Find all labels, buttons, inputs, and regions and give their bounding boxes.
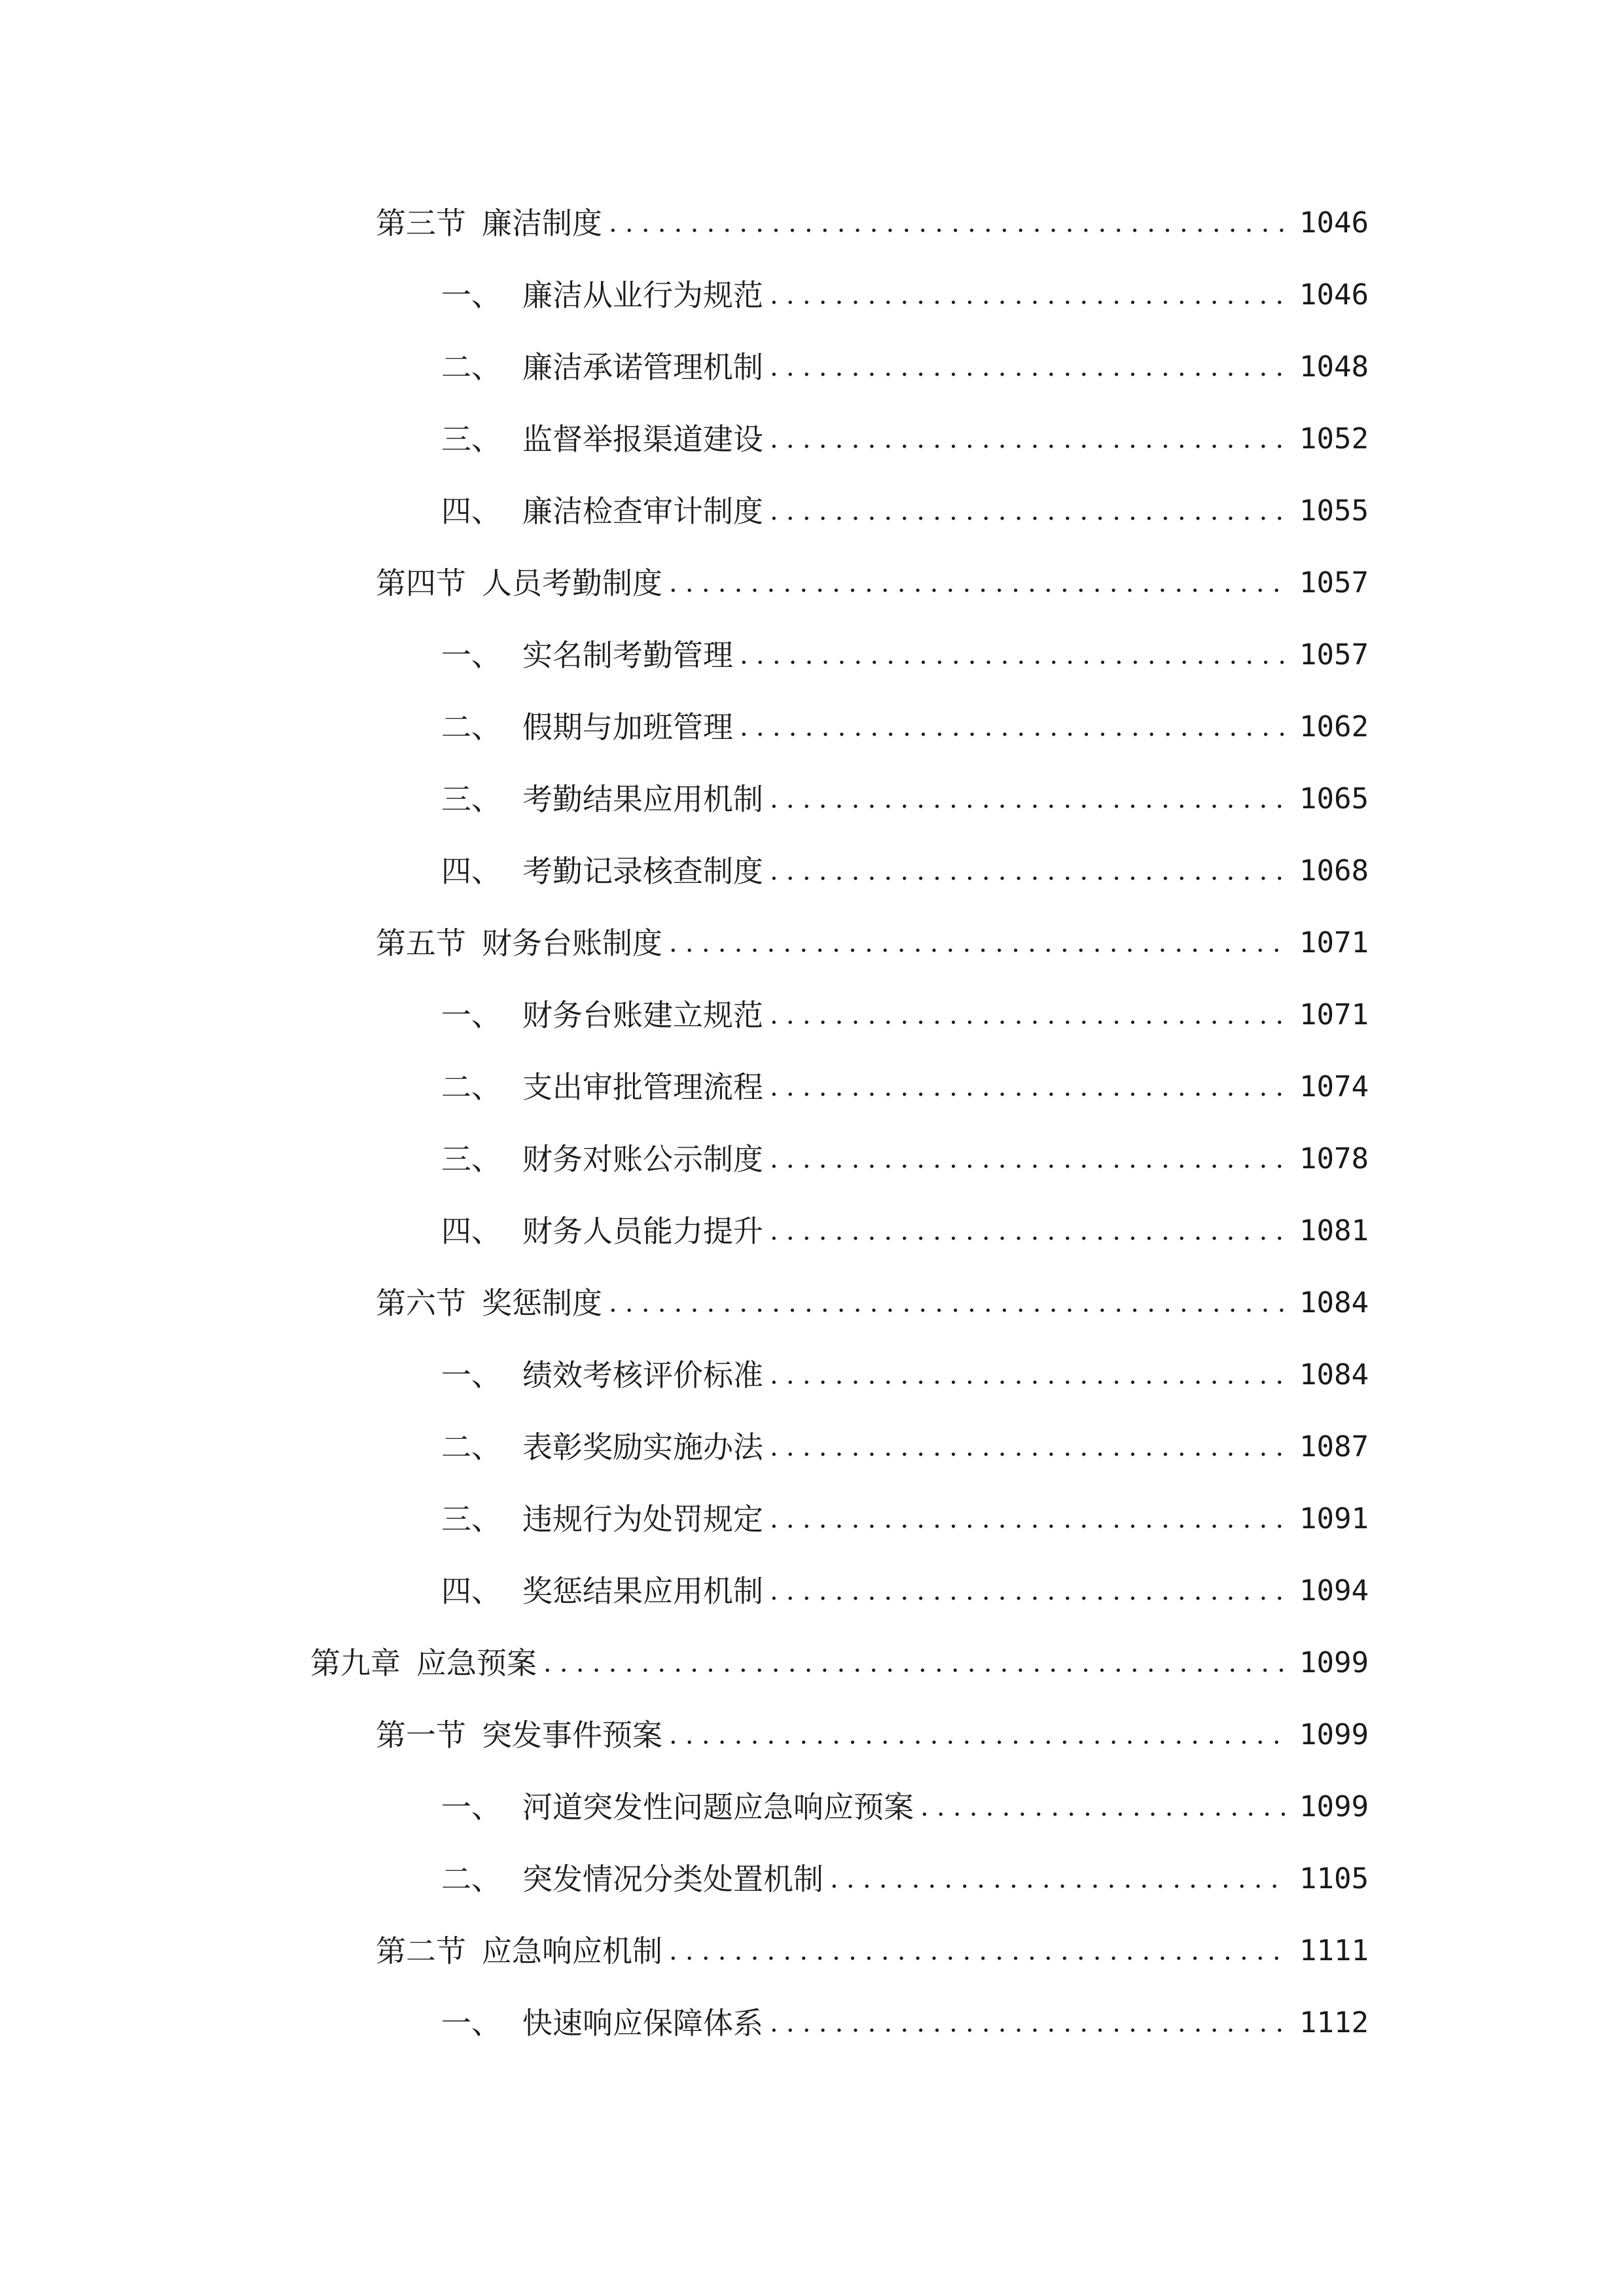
toc-entry-page-number: 1046 (1299, 206, 1369, 240)
toc-entry-page-number: 1081 (1299, 1214, 1369, 1247)
toc-dot-leader (770, 1211, 1288, 1251)
toc-entry[interactable] (0, 1555, 1624, 1627)
toc-entry-number: 一、 (441, 278, 501, 313)
toc-dot-leader (770, 2003, 1288, 2043)
toc-entry[interactable] (0, 1123, 1624, 1195)
toc-entry[interactable] (0, 1483, 1624, 1555)
toc-entry-page-number: 1052 (1299, 422, 1369, 456)
toc-entry-page-number: 1062 (1299, 710, 1369, 744)
toc-entry-page-number: 1074 (1299, 1070, 1369, 1103)
toc-dot-leader (770, 1499, 1288, 1539)
toc-dot-leader (609, 1283, 1288, 1323)
toc-dot-leader (770, 1139, 1288, 1179)
toc-entry-page-number: 1112 (1299, 2006, 1369, 2039)
toc-entry-page-number: 1094 (1299, 1574, 1369, 1607)
toc-entry[interactable] (0, 1987, 1624, 2059)
toc-entry-number: 一、 (441, 997, 501, 1033)
toc-entry-title: 廉洁检查审计制度 (522, 493, 763, 529)
toc-entry-page-number: 1057 (1299, 566, 1369, 600)
toc-entry-page-number: 1071 (1299, 926, 1369, 960)
toc-entry-page-number: 1087 (1299, 1430, 1369, 1463)
toc-entry-number: 一、 (441, 637, 501, 673)
toc-entry-title: 人员考勤制度 (482, 565, 662, 601)
toc-entry-number: 第六节 (376, 1285, 466, 1321)
toc-entry-title: 考勤结果应用机制 (522, 781, 763, 817)
toc-entry-title: 应急预案 (416, 1645, 537, 1681)
toc-entry[interactable] (0, 835, 1624, 907)
toc-dot-leader (543, 1643, 1288, 1683)
toc-entry-page-number: 1111 (1299, 1934, 1369, 1967)
toc-entry-number: 第四节 (376, 565, 466, 601)
toc-entry-page-number: 1084 (1299, 1358, 1369, 1391)
toc-entry-title: 实名制考勤管理 (522, 637, 733, 673)
toc-dot-leader (770, 852, 1288, 891)
toc-entry-number: 二、 (441, 350, 501, 385)
toc-entry-page-number: 1099 (1299, 1646, 1369, 1679)
toc-entry-title: 违规行为处罚规定 (522, 1501, 763, 1537)
toc-dot-leader (669, 564, 1288, 603)
toc-dot-leader (830, 1859, 1288, 1899)
toc-entry-number: 二、 (441, 1861, 501, 1897)
toc-entry-title: 奖惩制度 (482, 1285, 602, 1321)
toc-entry-title: 考勤记录核查制度 (522, 853, 763, 889)
toc-entry[interactable] (0, 1411, 1624, 1483)
toc-entry-title: 廉洁制度 (482, 206, 602, 241)
toc-entry-number: 三、 (441, 422, 501, 457)
toc-entry-page-number: 1091 (1299, 1502, 1369, 1535)
toc-entry-number: 第一节 (376, 1717, 466, 1753)
toc-entry-page-number: 1099 (1299, 1790, 1369, 1823)
toc-entry[interactable] (0, 1627, 1624, 1699)
toc-entry-number: 第五节 (376, 925, 466, 961)
toc-dot-leader (669, 924, 1288, 963)
toc-entry-title: 奖惩结果应用机制 (522, 1573, 763, 1609)
toc-entry-number: 一、 (441, 1789, 501, 1825)
toc-entry[interactable] (0, 1771, 1624, 1843)
toc-entry[interactable] (0, 331, 1624, 403)
toc-entry[interactable] (0, 259, 1624, 331)
toc-entry-number: 二、 (441, 709, 501, 745)
toc-entry-number: 第二节 (376, 1933, 466, 1969)
toc-entry[interactable] (0, 1195, 1624, 1267)
toc-entry[interactable] (0, 1843, 1624, 1915)
toc-entry-number: 三、 (441, 781, 501, 817)
toc-dot-leader (770, 1571, 1288, 1611)
toc-entry-title: 突发情况分类处置机制 (522, 1861, 823, 1897)
toc-dot-leader (740, 636, 1288, 675)
toc-entry-title: 绩效考核评价标准 (522, 1357, 763, 1393)
toc-dot-leader (770, 1355, 1288, 1395)
toc-dot-leader (920, 1787, 1288, 1827)
toc-entry[interactable] (0, 547, 1624, 619)
toc-entry[interactable] (0, 1915, 1624, 1987)
toc-entry[interactable] (0, 691, 1624, 763)
toc-entry-title: 廉洁承诺管理机制 (522, 350, 763, 385)
toc-entry-number: 第九章 (310, 1645, 401, 1681)
toc-entry[interactable] (0, 403, 1624, 475)
toc-entry-number: 二、 (441, 1069, 501, 1105)
toc-entry[interactable] (0, 1267, 1624, 1339)
toc-entry-page-number: 1084 (1299, 1286, 1369, 1319)
toc-entry-number: 四、 (441, 493, 501, 529)
toc-dot-leader (770, 1427, 1288, 1467)
toc-entry[interactable] (0, 763, 1624, 835)
toc-entry-page-number: 1105 (1299, 1862, 1369, 1895)
toc-entry[interactable] (0, 979, 1624, 1051)
toc-entry-page-number: 1055 (1299, 494, 1369, 528)
toc-entry-number: 四、 (441, 1213, 501, 1249)
toc-dot-leader (770, 492, 1288, 531)
toc-entry-title: 快速响应保障体系 (522, 2005, 763, 2041)
toc-entry-page-number: 1071 (1299, 998, 1369, 1031)
toc-dot-leader (770, 1067, 1288, 1107)
toc-entry-title: 财务台账制度 (482, 925, 662, 961)
toc-dot-leader (669, 1715, 1288, 1755)
toc-entry-page-number: 1099 (1299, 1718, 1369, 1751)
toc-entry-title: 财务人员能力提升 (522, 1213, 763, 1249)
toc-entry-page-number: 1078 (1299, 1142, 1369, 1175)
toc-entry-number: 二、 (441, 1429, 501, 1465)
toc-entry-title: 表彰奖励实施办法 (522, 1429, 763, 1465)
toc-entry-number: 四、 (441, 1573, 501, 1609)
toc-entry-page-number: 1068 (1299, 854, 1369, 888)
toc-dot-leader (770, 780, 1288, 819)
toc-entry-page-number: 1065 (1299, 782, 1369, 816)
toc-entry[interactable] (0, 907, 1624, 979)
toc-entry-title: 支出审批管理流程 (522, 1069, 763, 1105)
toc-entry[interactable] (0, 1339, 1624, 1411)
toc-entry-page-number: 1057 (1299, 638, 1369, 672)
toc-entry-page-number: 1048 (1299, 350, 1369, 384)
toc-dot-leader (770, 276, 1288, 315)
toc-entry-title: 廉洁从业行为规范 (522, 278, 763, 313)
toc-entry-title: 突发事件预案 (482, 1717, 662, 1753)
toc-entry-title: 河道突发性问题应急响应预案 (522, 1789, 914, 1825)
toc-entry[interactable] (0, 475, 1624, 547)
toc-entry-number: 一、 (441, 1357, 501, 1393)
toc-entry[interactable] (0, 1699, 1624, 1771)
toc-dot-leader (770, 996, 1288, 1035)
toc-entry-number: 三、 (441, 1141, 501, 1177)
toc-entry-page-number: 1046 (1299, 278, 1369, 312)
toc-dot-leader (669, 1931, 1288, 1971)
toc-entry-title: 假期与加班管理 (522, 709, 733, 745)
toc-dot-leader (770, 420, 1288, 459)
toc-entry-title: 监督举报渠道建设 (522, 422, 763, 457)
toc-entry-title: 财务对账公示制度 (522, 1141, 763, 1177)
toc-entry-number: 三、 (441, 1501, 501, 1537)
toc-entry[interactable] (0, 1051, 1624, 1123)
toc-entry-number: 四、 (441, 853, 501, 889)
toc-dot-leader (740, 708, 1288, 747)
toc-entry-title: 财务台账建立规范 (522, 997, 763, 1033)
toc-dot-leader (609, 204, 1288, 243)
toc-entry-number: 一、 (441, 2005, 501, 2041)
toc-dot-leader (770, 348, 1288, 387)
toc-entry[interactable] (0, 187, 1624, 259)
toc-entry-number: 第三节 (376, 206, 466, 241)
toc-entry[interactable] (0, 619, 1624, 691)
table-of-contents (0, 187, 1624, 2059)
toc-entry-title: 应急响应机制 (482, 1933, 662, 1969)
